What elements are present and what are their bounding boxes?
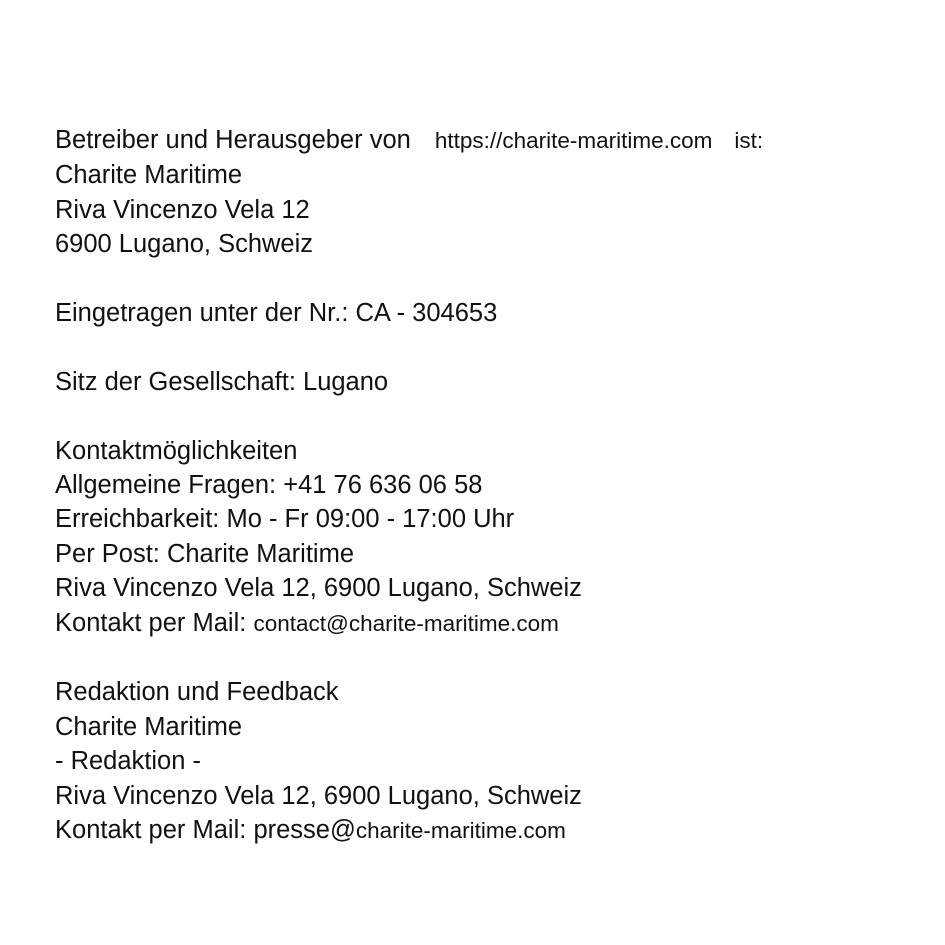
contact-address: Riva Vincenzo Vela 12, 6900 Lugano, Schweiz <box>55 574 582 603</box>
operator-intro: Betreiber und Herausgeber von <box>55 126 411 154</box>
contact-email-link[interactable]: contact@charite-maritime.com <box>253 610 559 636</box>
contact-mail-label: Kontakt per Mail: <box>55 608 247 637</box>
press-email-domain: charite-maritime.com <box>355 818 566 844</box>
editorial-address: Riva Vincenzo Vela 12, 6900 Lugano, Schweiz <box>55 781 582 810</box>
editorial-heading: Redaktion und Feedback <box>55 678 339 707</box>
contact-heading: Kontaktmöglichkeiten <box>55 436 298 465</box>
spacer <box>55 330 925 364</box>
contact-phone: Allgemeine Fragen: +41 76 636 06 58 <box>55 471 483 500</box>
website-link[interactable]: https://charite-maritime.com <box>434 128 713 153</box>
spacer <box>55 641 925 675</box>
editorial-mail-line <box>55 813 925 848</box>
operator-city: 6900 Lugano, Schweiz <box>55 230 314 259</box>
spacer <box>55 262 925 296</box>
contact-hours: Erreichbarkeit: Mo - Fr 09:00 - 17:00 Uhr <box>55 505 515 534</box>
registration-number: Eingetragen unter der Nr.: CA - 304653 <box>55 299 498 328</box>
contact-mail-line <box>55 606 925 641</box>
editorial-name: Charite Maritime <box>55 712 243 741</box>
company-seat: Sitz der Gesellschaft: Lugano <box>55 367 389 396</box>
imprint-document <box>55 123 925 848</box>
operator-name: Charite Maritime <box>55 161 243 190</box>
editorial-department: - Redaktion - <box>55 747 201 776</box>
editorial-mail-label: Kontakt per Mail: <box>55 816 247 845</box>
spacer <box>55 399 925 433</box>
press-email-user: presse@ <box>253 816 356 845</box>
operator-intro-line <box>55 123 925 158</box>
operator-street: Riva Vincenzo Vela 12 <box>55 195 310 224</box>
press-email-link[interactable] <box>253 816 565 844</box>
contact-post: Per Post: Charite Maritime <box>55 539 355 568</box>
operator-suffix: ist: <box>734 128 764 153</box>
